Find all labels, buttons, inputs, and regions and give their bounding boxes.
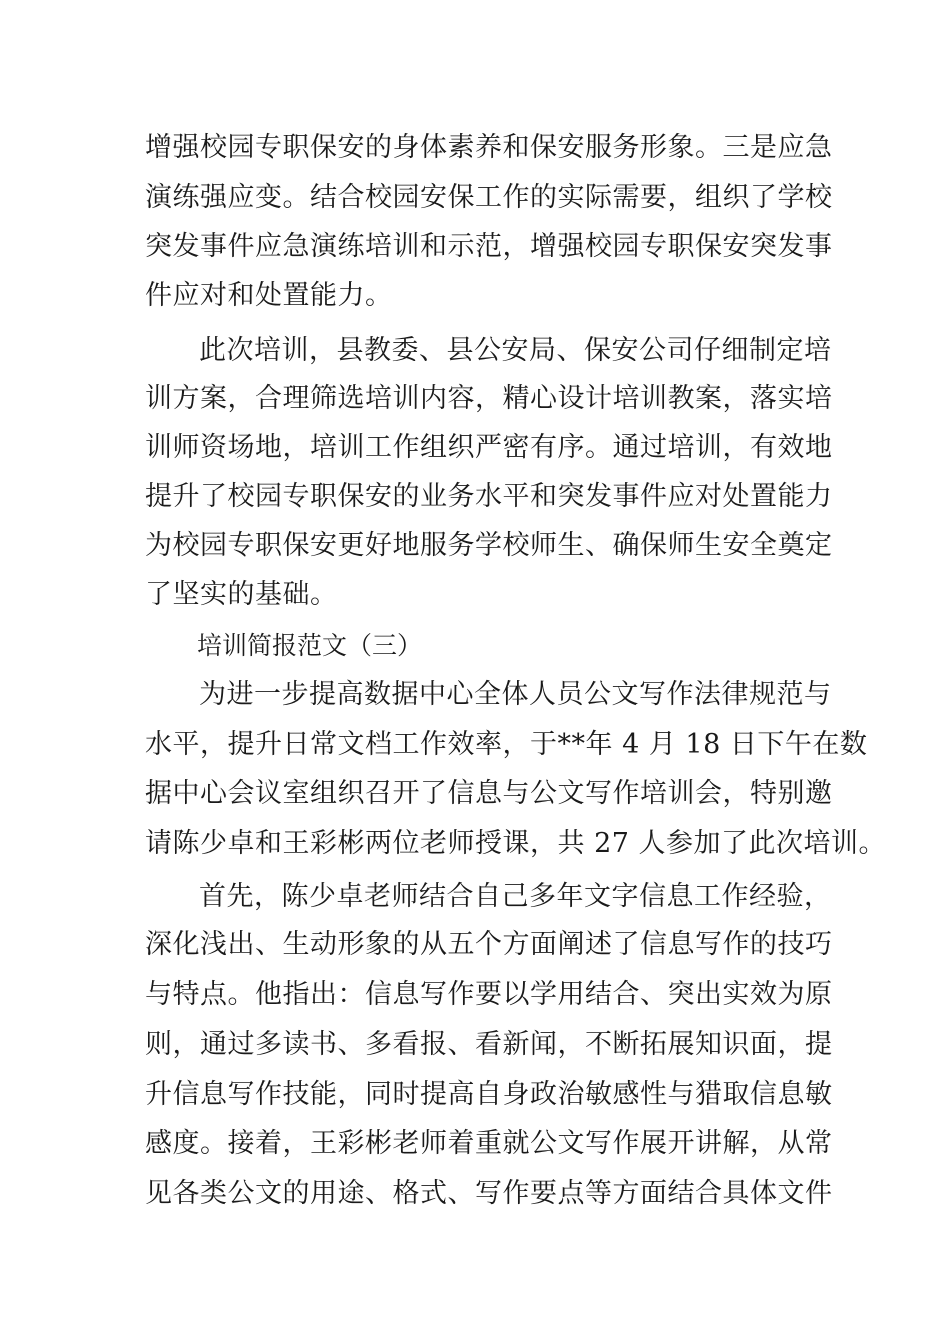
- text-line: 与特点。他指出：信息写作要以学用结合、突出实效为原: [145, 979, 833, 1010]
- text-line: 训方案，合理筛选培训内容，精心设计培训教案，落实培: [145, 383, 833, 414]
- text-line: 感度。接着，王彩彬老师着重就公文写作展开讲解，从常: [145, 1128, 833, 1159]
- text-line: 为校园专职保安更好地服务学校师生、确保师生安全奠定: [145, 530, 833, 561]
- text-line: 训师资场地，培训工作组织严密有序。通过培训，有效地: [145, 432, 833, 463]
- text-line: 见各类公文的用途、格式、写作要点等方面结合具体文件: [145, 1178, 833, 1209]
- paragraph-first-line: 此次培训，县教委、县公安局、保安公司仔细制定培: [199, 335, 832, 366]
- text-line: 则，通过多读书、多看报、看新闻，不断拓展知识面，提: [145, 1029, 833, 1060]
- text-line: 增强校园专职保安的身体素养和保安服务形象。三是应急: [145, 132, 833, 163]
- text-line: 升信息写作技能，同时提高自身政治敏感性与猎取信息敏: [145, 1079, 833, 1110]
- text-line: 突发事件应急演练培训和示范，增强校园专职保安突发事: [145, 231, 833, 262]
- section-heading: 培训简报范文（三）: [197, 631, 423, 660]
- text-line: 提升了校园专职保安的业务水平和突发事件应对处置能力: [145, 481, 833, 512]
- paragraph-first-line: 为进一步提高数据中心全体人员公文写作法律规范与: [199, 679, 832, 710]
- text-line: 请陈少卓和王彩彬两位老师授课，共 27 人参加了此次培训。: [145, 828, 887, 859]
- text-line: 件应对和处置能力。: [145, 280, 393, 311]
- text-line: 深化浅出、生动形象的从五个方面阐述了信息写作的技巧: [145, 929, 833, 960]
- text-line: 据中心会议室组织召开了信息与公文写作培训会，特别邀: [145, 778, 833, 809]
- text-line: 水平，提升日常文档工作效率，于**年 4 月 18 日下午在数: [145, 729, 868, 760]
- text-line: 演练强应变。结合校园安保工作的实际需要，组织了学校: [145, 182, 833, 213]
- text-line: 了坚实的基础。: [145, 579, 338, 610]
- paragraph-first-line: 首先，陈少卓老师结合自己多年文字信息工作经验，: [199, 881, 832, 912]
